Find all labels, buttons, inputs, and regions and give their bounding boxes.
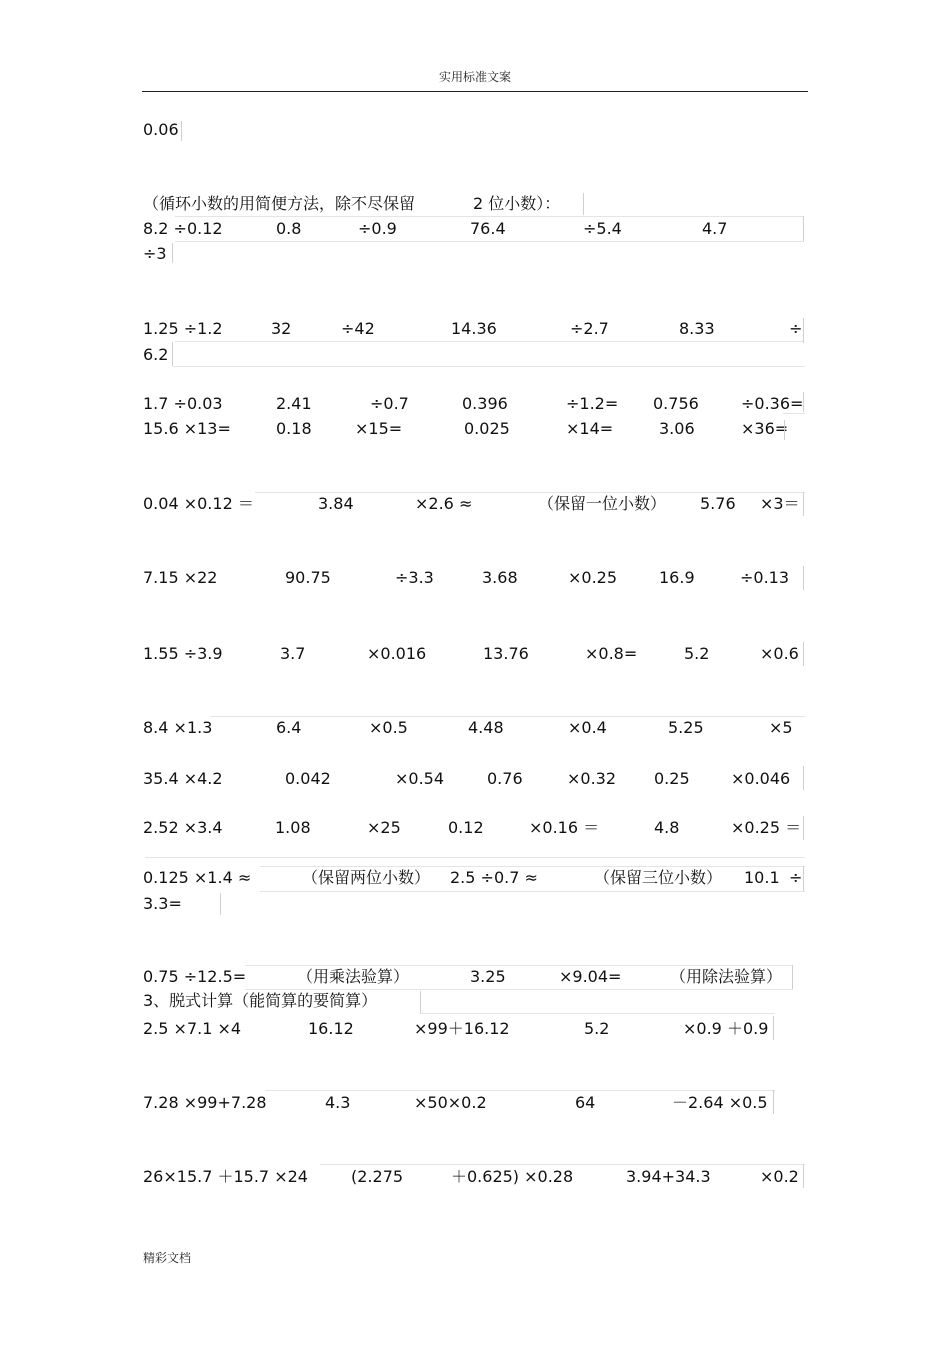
header-rule	[142, 91, 808, 92]
problem-row-1-part-4: 76.4	[470, 219, 506, 238]
field-line-22	[260, 866, 805, 867]
problem-row-2-part-4: 14.36	[451, 319, 497, 338]
field-line-29	[420, 991, 421, 1013]
field-line-7	[175, 341, 804, 342]
calc-row-2-part-2: 4.3	[325, 1093, 351, 1112]
problem-row-10-part-4: 0.12	[448, 818, 484, 837]
problem-row-10-part-5: ×0.16 ＝	[529, 818, 600, 837]
field-line-32	[265, 1090, 775, 1091]
problem-row-8-part-4: 4.48	[468, 718, 504, 737]
problem-row-2-part-2: 32	[271, 319, 292, 338]
field-line-16	[803, 566, 804, 590]
field-line-33	[773, 1090, 774, 1114]
calc-row-1-part-3: ×99＋16.12	[414, 1019, 510, 1038]
problem-row-1-part-6: 4.7	[702, 219, 728, 238]
problem-row-10-part-3: ×25	[367, 818, 401, 837]
problem-row-1-part-2: 0.8	[276, 219, 302, 238]
problem-row-9-part-7: ×0.046	[731, 769, 791, 788]
text-06-part-1: 0.06	[143, 120, 179, 139]
field-line-21	[145, 857, 805, 858]
field-line-20	[803, 816, 804, 840]
problem-row-5-part-1: 0.04 ×0.12 ＝	[143, 494, 254, 513]
calc-row-1-part-1: 2.5 ×7.1 ×4	[143, 1019, 242, 1038]
problem-row-10-part-6: 4.8	[654, 818, 680, 837]
problem-row-4-part-7: ×36=	[741, 419, 789, 438]
problem-row-1-part-1: 8.2 ÷0.12	[143, 219, 223, 238]
problem-row-5-part-4: （保留一位小数）	[538, 494, 667, 513]
problem-row-11-part-6: ÷	[789, 868, 803, 887]
field-line-2	[583, 193, 584, 215]
field-line-10	[173, 366, 805, 367]
field-line-30	[420, 1013, 775, 1014]
problem-row-2-part-1: 1.25 ÷1.2	[143, 319, 223, 338]
problem-row-7-part-4: 13.76	[483, 644, 529, 663]
problem-row-9-part-6: 0.25	[654, 769, 690, 788]
problem-row-3-part-4: 0.396	[462, 394, 508, 413]
problem-row-4-part-1: 15.6 ×13=	[143, 419, 231, 438]
problem-row-3-part-1: 1.7 ÷0.03	[143, 394, 223, 413]
problem-row-9-part-3: ×0.54	[395, 769, 445, 788]
problem-row-12-part-3: 3.25	[470, 967, 506, 986]
problem-row-12-part-4: ×9.04=	[559, 967, 622, 986]
problem-row-11-part-4: （保留三位小数）	[594, 868, 723, 887]
instruction-line-part-1: （循环小数的用简便方法，除不尽保留	[143, 194, 416, 213]
calc-row-2-part-3: ×50×0.2	[414, 1093, 487, 1112]
field-line-24	[260, 891, 805, 892]
problem-row-7-part-6: 5.2	[684, 644, 710, 663]
field-line-18	[210, 716, 805, 717]
calc-row-3-part-5: ×0.2	[760, 1167, 799, 1186]
problem-row-12-part-1: 0.75 ÷12.5=	[143, 967, 247, 986]
problem-row-4-part-2: 0.18	[276, 419, 312, 438]
problem-row-7-part-3: ×0.016	[367, 644, 427, 663]
calc-row-2-part-5: －2.64 ×0.5	[672, 1093, 768, 1112]
field-line-5	[175, 241, 804, 242]
field-line-11	[803, 392, 804, 412]
calc-row-2-part-1: 7.28 ×99+7.28	[143, 1093, 267, 1112]
problem-row-11-part-3: 2.5 ÷0.7 ≈	[450, 868, 538, 887]
calc-row-2-part-4: 64	[575, 1093, 596, 1112]
problem-row-8-part-2: 6.4	[276, 718, 302, 737]
problem-row-5-part-5: 5.76	[700, 494, 736, 513]
problem-row-10-part-2: 1.08	[275, 818, 311, 837]
problem-row-1-part-5: ÷5.4	[583, 219, 622, 238]
calc-row-3-part-2: (2.275	[351, 1167, 404, 1186]
problem-row-6-part-7: ÷0.13	[740, 568, 790, 587]
problem-row-7-part-5: ×0.8=	[585, 644, 638, 663]
problem-row-7-part-1: 1.55 ÷3.9	[143, 644, 223, 663]
calc-row-1-part-4: 5.2	[584, 1019, 610, 1038]
field-line-28	[245, 989, 793, 990]
problem-row-8-part-3: ×0.5	[369, 718, 408, 737]
problem-row-6-part-1: 7.15 ×22	[143, 568, 218, 587]
field-line-12	[783, 413, 805, 414]
section-heading-part-1: 3、脱式计算（能简算的要简算）	[143, 991, 378, 1010]
page-footer: 精彩文档	[143, 1251, 192, 1265]
calc-row-3-part-4: 3.94+34.3	[626, 1167, 711, 1186]
field-line-34	[320, 1164, 805, 1165]
problem-row-7-part-2: 3.7	[280, 644, 306, 663]
problem-row-9-part-4: 0.76	[487, 769, 523, 788]
problem-row-11-part-2: （保留两位小数）	[302, 868, 431, 887]
field-line-25	[220, 893, 221, 915]
field-line-27	[792, 965, 793, 990]
field-line-1	[181, 121, 182, 141]
field-line-4	[803, 216, 804, 241]
problem-row-12-part-5: （用除法验算）	[670, 967, 783, 986]
problem-row-2-part-7: ÷	[789, 319, 803, 338]
calc-row-1-part-2: 16.12	[308, 1019, 354, 1038]
problem-row-4-part-4: 0.025	[464, 419, 510, 438]
problem-row-1-part-3: ÷0.9	[358, 219, 397, 238]
problem-row-8-part-1: 8.4 ×1.3	[143, 718, 213, 737]
problem-row-4-part-5: ×14=	[566, 419, 614, 438]
field-line-31	[773, 1016, 774, 1040]
problem-row-5-part-2: 3.84	[318, 494, 354, 513]
problem-row-6-part-2: 90.75	[285, 568, 331, 587]
problem-row-11-part-1: 0.125 ×1.4 ≈	[143, 868, 252, 887]
problem-row-3-part-7: ÷0.36=	[741, 394, 804, 413]
problem-row-6-part-6: 16.9	[659, 568, 695, 587]
problem-row-7-part-7: ×0.6	[760, 644, 799, 663]
field-line-6	[172, 243, 173, 263]
problem-row-3-part-3: ÷0.7	[370, 394, 409, 413]
problem-row-4-part-3: ×15=	[355, 419, 403, 438]
problem-row-6-part-5: ×0.25	[568, 568, 618, 587]
problem-row-6-part-4: 3.68	[482, 568, 518, 587]
calc-row-1-part-5: ×0.9 ＋0.9	[683, 1019, 769, 1038]
problem-row-11-cont-part-1: 3.3=	[143, 894, 182, 913]
problem-row-10-part-1: 2.52 ×3.4	[143, 818, 223, 837]
problem-row-2-part-6: 8.33	[679, 319, 715, 338]
problem-row-2-part-3: ÷42	[341, 319, 375, 338]
field-line-15	[803, 492, 804, 516]
problem-row-5-part-3: ×2.6 ≈	[415, 494, 473, 513]
problem-row-2-cont-part-1: 6.2	[143, 345, 169, 364]
instruction-line-part-2: 2 位小数）：	[473, 194, 561, 213]
field-line-23	[803, 866, 804, 891]
field-line-13	[784, 420, 785, 440]
field-line-9	[172, 342, 173, 366]
problem-row-2-part-5: ÷2.7	[570, 319, 609, 338]
problem-row-3-part-2: 2.41	[276, 394, 312, 413]
field-line-26	[245, 965, 793, 966]
problem-row-8-part-7: ×5	[769, 718, 793, 737]
calc-row-3-part-1: 26×15.7 ＋15.7 ×24	[143, 1167, 308, 1186]
problem-row-11-part-5: 10.1	[744, 868, 780, 887]
problem-row-12-part-2: （用乘法验算）	[297, 967, 410, 986]
problem-row-9-part-2: 0.042	[285, 769, 331, 788]
field-line-19	[803, 766, 804, 790]
problem-row-9-part-1: 35.4 ×4.2	[143, 769, 223, 788]
problem-row-6-part-3: ÷3.3	[395, 568, 434, 587]
field-line-3	[175, 216, 804, 217]
problem-row-10-part-7: ×0.25 ＝	[731, 818, 802, 837]
problem-row-3-part-5: ÷1.2=	[566, 394, 619, 413]
field-line-35	[803, 1164, 804, 1188]
calc-row-3-part-3: ＋0.625) ×0.28	[451, 1167, 574, 1186]
problem-row-8-part-5: ×0.4	[568, 718, 607, 737]
problem-row-5-part-6: ×3＝	[760, 494, 800, 513]
field-line-8	[803, 318, 804, 343]
problem-row-9-part-5: ×0.32	[567, 769, 617, 788]
field-line-17	[803, 642, 804, 666]
field-line-14	[255, 492, 805, 493]
problem-row-4-part-6: 3.06	[659, 419, 695, 438]
problem-row-8-part-6: 5.25	[668, 718, 704, 737]
page-header: 实用标准文案	[438, 70, 511, 84]
problem-row-1-cont-part-1: ÷3	[143, 244, 167, 263]
problem-row-3-part-6: 0.756	[653, 394, 699, 413]
